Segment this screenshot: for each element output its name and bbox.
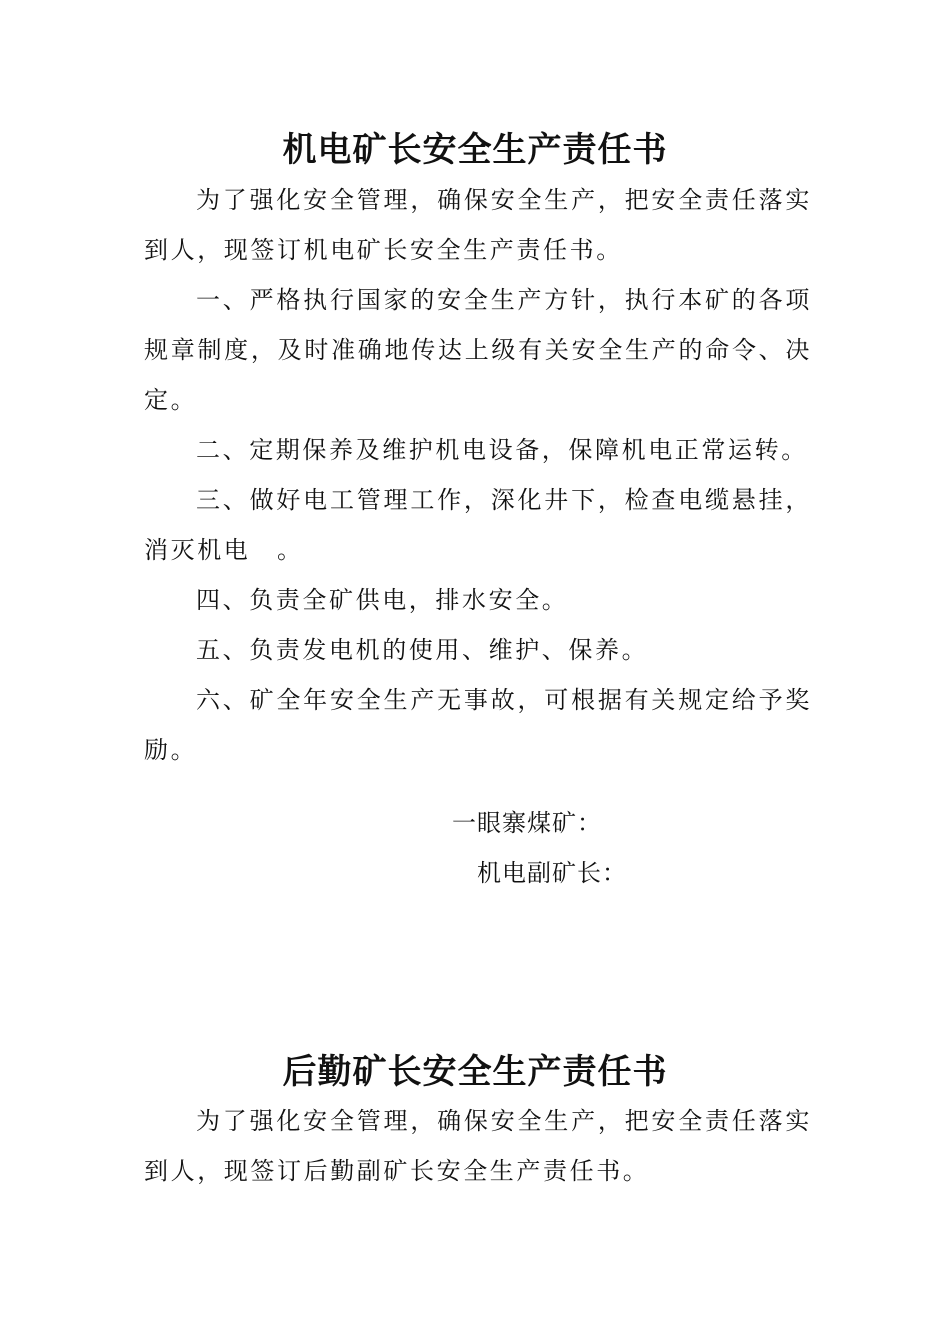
section-1-title: 机电矿长安全生产责任书 (282, 130, 668, 170)
section-1-intro: 为了强化安全管理，确保安全生产，把安全责任落实到人，现签订机电矿长安全生产责任书。 (144, 186, 812, 264)
section-2-intro: 为了强化安全管理，确保安全生产，把安全责任落实到人，现签订后勤副矿长安全生产责任书。 (144, 1107, 812, 1185)
section-2-title: 后勤矿长安全生产责任书 (282, 1052, 668, 1092)
section-1-item-2: 二、定期保养及维护机电设备，保障机电正常运转。 (196, 436, 808, 464)
section-1-item-4: 四、负责全矿供电，排水安全。 (196, 586, 569, 614)
section-1-item-1: 一、严格执行国家的安全生产方针，执行本矿的各项规章制度，及时准确地传达上级有关安全生产的命令、决定。 (144, 286, 812, 414)
section-1-item-3: 三、做好电工管理工作，深化井下，检查电缆悬挂，消灭机电 。 (144, 486, 812, 564)
section-1-item-6: 六、矿全年安全生产无事故，可根据有关规定给予奖励。 (144, 686, 812, 764)
section-1-item-5: 五、负责发电机的使用、维护、保养。 (196, 636, 649, 664)
signature-company: 一眼寨煤矿： (452, 809, 602, 837)
signature-role: 机电副矿长： (477, 859, 627, 887)
